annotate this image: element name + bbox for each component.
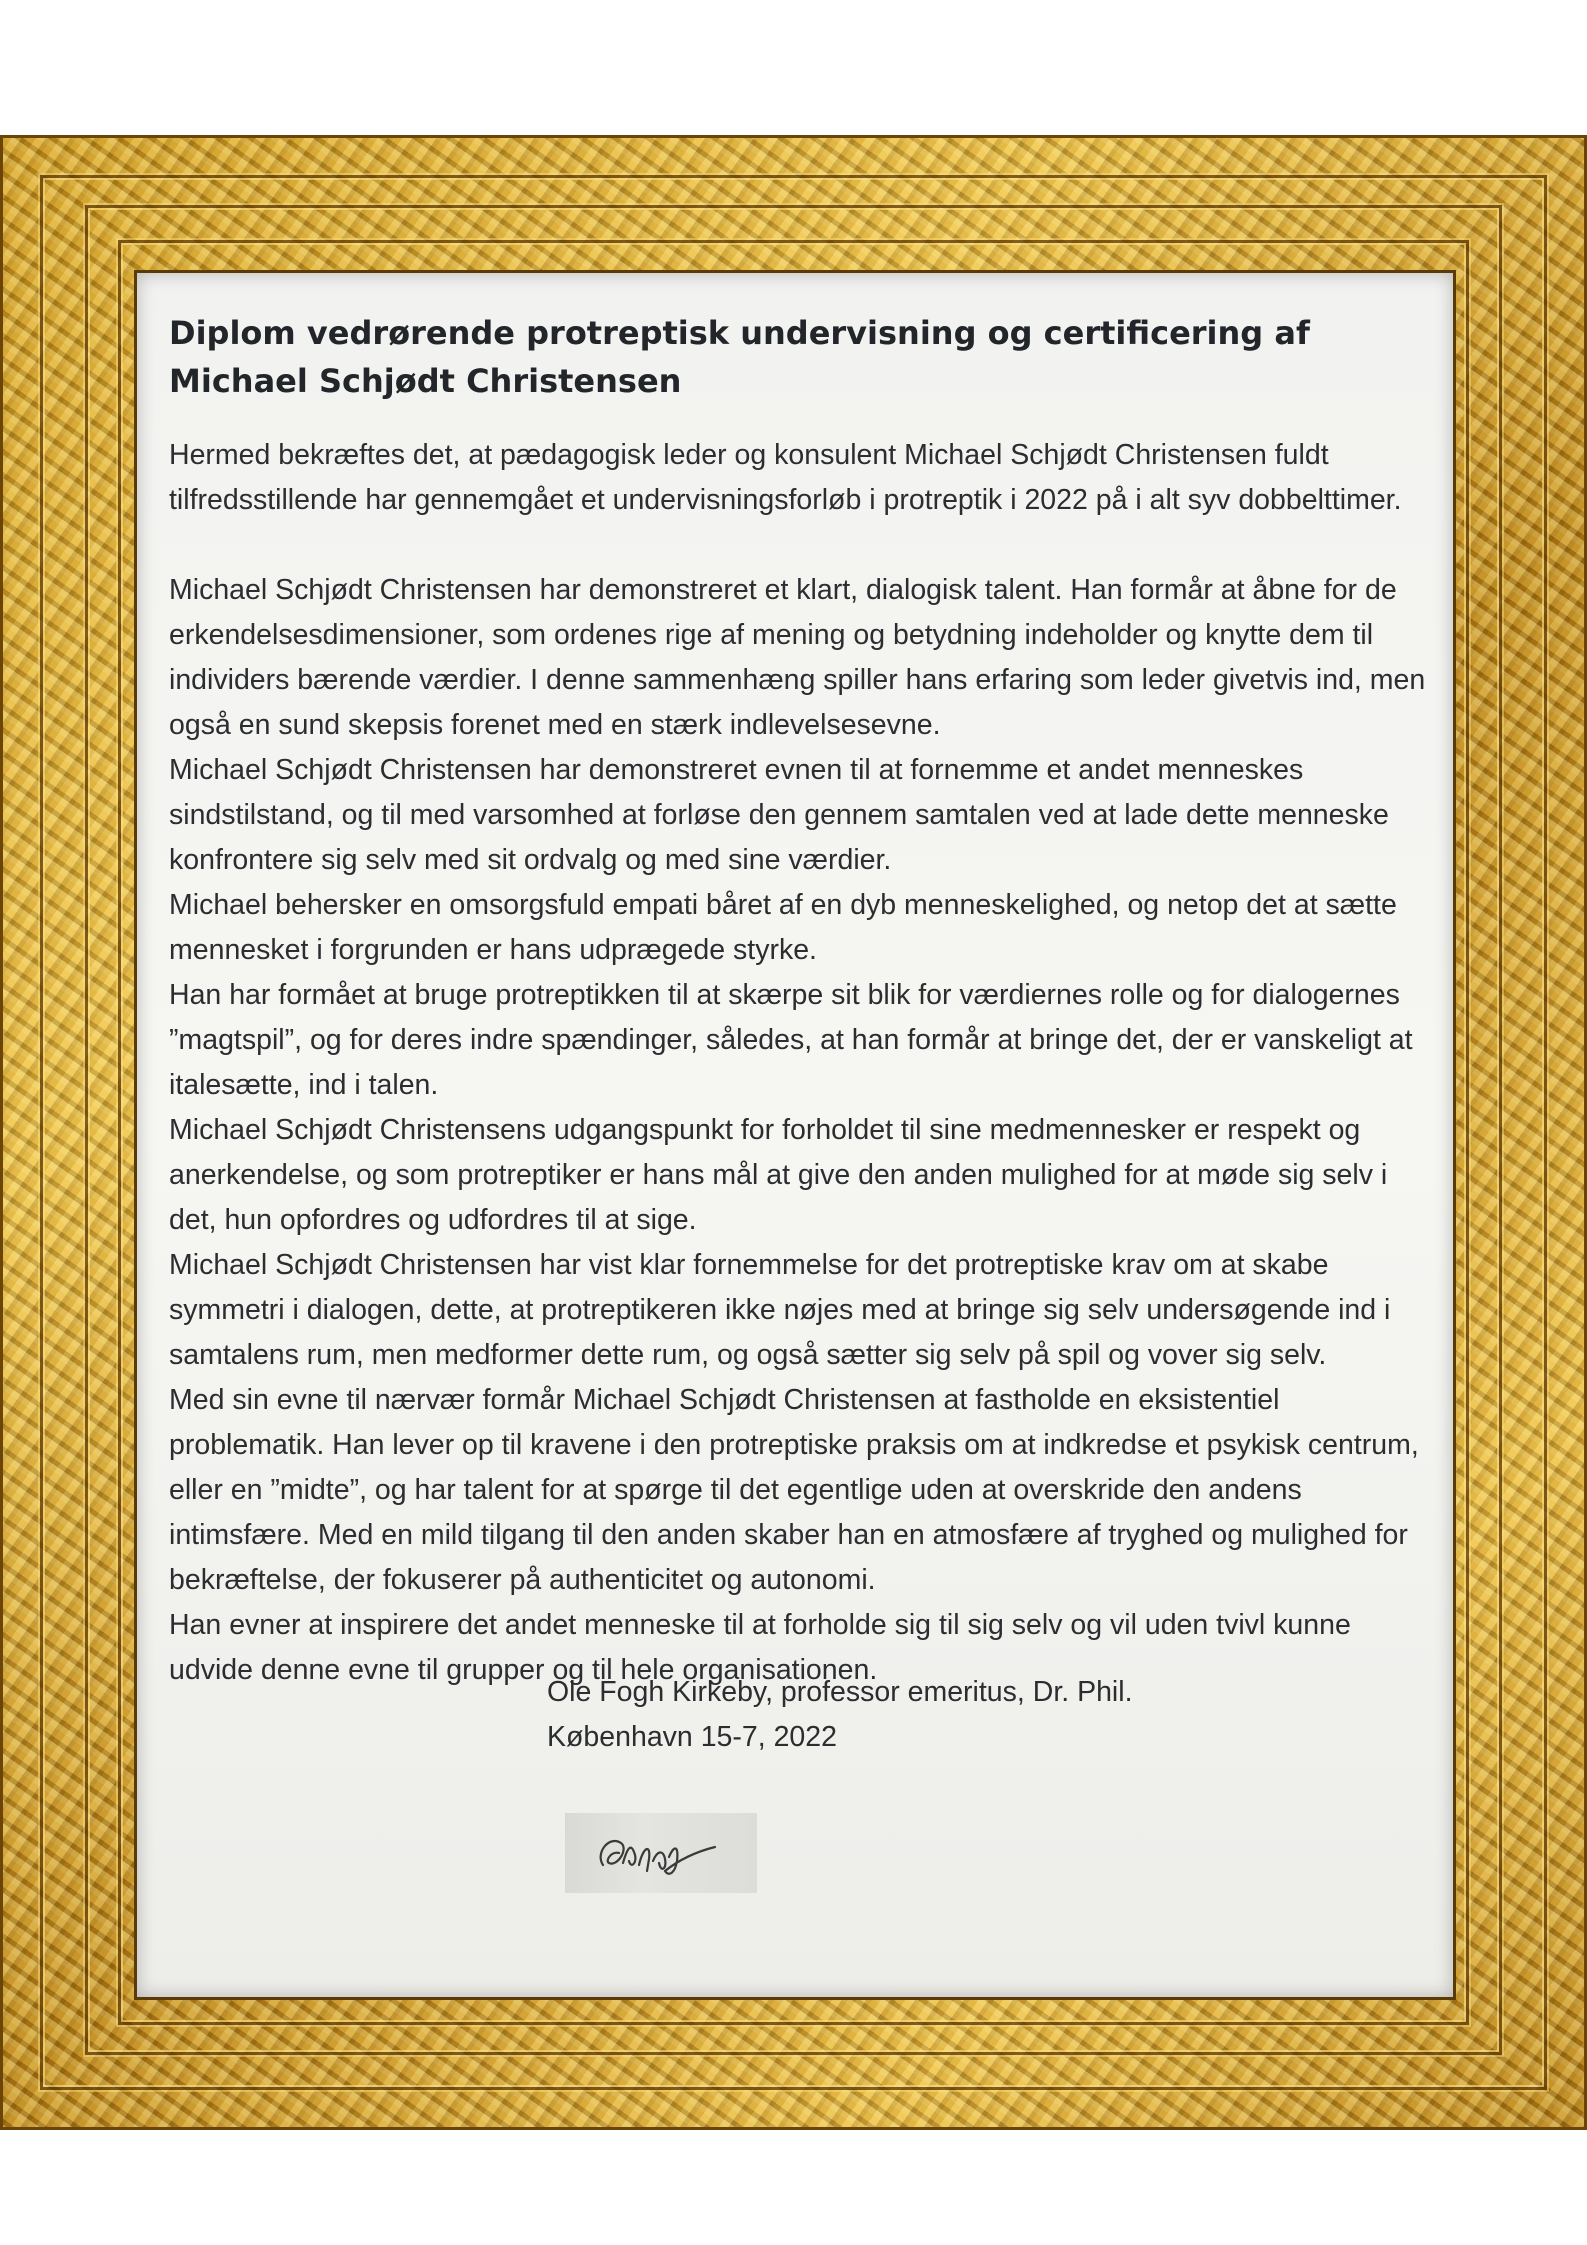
title-line-2: Michael Schjødt Christensen xyxy=(169,362,682,400)
gold-frame xyxy=(0,135,1587,2130)
signature-block xyxy=(547,1670,1133,1760)
diploma-body xyxy=(169,433,1439,1693)
paragraph-confirmation: Hermed bekræftes det, at pædagogisk leder og konsulent Michael Schjødt Christensen fuldt tilfredsstillende har gennemgået et undervisningsforløb i protreptik i 2022 på i alt syv dobbelttimer. xyxy=(169,439,1402,516)
handwritten-signature xyxy=(565,1813,757,1893)
paragraph-sense-of-state: Michael Schjødt Christensen har demonstreret evnen til at fornemme et andet menneskes sindstilstand, og til med varsomhed at forløse den gennem samtalen ved at lade dette menneske konfrontere sig selv med sit ordvalg og med sine værdier. xyxy=(169,754,1389,876)
diploma-title xyxy=(169,309,1429,405)
paragraph-empathy: Michael behersker en omsorgsfuld empati båret af en dyb menneskelighed, og netop det at sætte mennesket i forgrunden er hans udprægede styrke. xyxy=(169,889,1397,966)
paragraph-inspiration: Han evner at inspirere det andet menneske til at forholde sig til sig selv og vil uden tvivl kunne udvide denne evne til grupper og til hele organisationen. xyxy=(169,1609,1351,1686)
diploma-sheet xyxy=(137,273,1453,1997)
place-date: København 15-7, 2022 xyxy=(547,1721,837,1753)
paragraph-symmetry: Michael Schjødt Christensen har vist klar fornemmelse for det protreptiske krav om at skabe symmetri i dialogen, dette, at protreptikeren ikke nøjes med at bringe sig selv undersøgende ind i samtalens rum, men medformer dette rum, og også sætter sig selv på spil og vover sig selv. xyxy=(169,1249,1391,1371)
signature-scribble xyxy=(565,1813,757,1893)
paragraph-protreptics-use: Han har formået at bruge protreptikken til at skærpe sit blik for værdiernes rolle og for dialogernes ”magtspil”, og for deres indre spændinger, således, at han formår at bringe det, der er vanskeligt at italesætte, ind i talen. xyxy=(169,979,1413,1101)
paragraph-presence: Med sin evne til nærvær formår Michael Schjødt Christensen at fastholde en eksistentiel problematik. Han lever op til kravene i den protreptiske praksis om at indkredse et psykisk centrum, eller en ”midte”, og har talent for at spørge til det egentlige uden at overskride den andens intimsfære. Med en mild tilgang til den anden skaber han en atmosfære af tryghed og mulighed for bekræftelse, der fokuserer på authenticitet og autonomi. xyxy=(169,1384,1419,1596)
title-line-1: Diplom vedrørende protreptisk undervisning og certificering af xyxy=(169,314,1310,352)
paragraph-respect: Michael Schjødt Christensens udgangspunkt for forholdet til sine medmennesker er respekt og anerkendelse, og som protreptiker er hans mål at give den anden mulighed for at møde sig selv i det, hun opfordres og udfordres til at sige. xyxy=(169,1114,1388,1236)
signatory-name: Ole Fogh Kirkeby, professor emeritus, Dr. Phil. xyxy=(547,1676,1133,1708)
paragraph-dialogic-talent: Michael Schjødt Christensen har demonstreret et klart, dialogisk talent. Han formår at åbne for de erkendelsesdimensioner, som ordenes rige af mening og betydning indeholder og knytte dem til individers bærende værdier. I denne sammenhæng spiller hans erfaring som leder givetvis ind, men også en sund skepsis forenet med en stærk indlevelsesevne. xyxy=(169,574,1426,741)
